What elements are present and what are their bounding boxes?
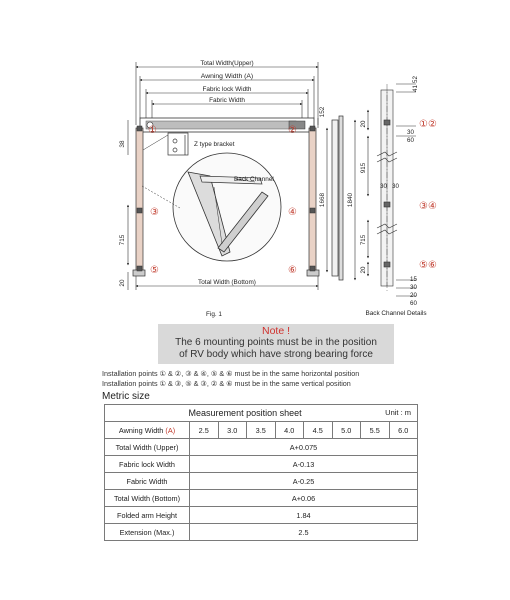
awning-width-value: 2.5 <box>190 422 219 439</box>
point-2: ② <box>288 125 297 136</box>
z-bracket-detail <box>143 133 188 155</box>
sheet-title-cell <box>105 405 418 422</box>
row-label: Fabric lock Width <box>105 456 190 473</box>
label-total-width-upper: Total Width(Upper) <box>200 60 254 67</box>
detail-points-5-6: ⑤⑥ <box>419 260 437 271</box>
detail-dim-15: 15 <box>410 276 417 283</box>
measurement-position-sheet <box>104 404 418 541</box>
row-value: A-0.13 <box>190 456 418 473</box>
detail-points-3-4: ③④ <box>419 201 437 212</box>
point-5: ⑤ <box>150 265 159 276</box>
table-row <box>105 456 418 473</box>
detail-dim-30-bottom: 30 <box>410 284 417 291</box>
label-dim-1840: 1840 <box>347 192 354 208</box>
awning-width-label-cell <box>105 422 190 439</box>
awning-width-value: 3.0 <box>218 422 247 439</box>
table-row <box>105 473 418 490</box>
detail-dim-20-top: 20 <box>360 120 367 128</box>
note-title: Note ! <box>261 325 290 337</box>
back-channel-details-caption: Back Channel Details <box>365 310 427 317</box>
metric-size-title: Metric size <box>102 391 150 402</box>
row-value: 1.84 <box>190 507 418 524</box>
point-3: ③ <box>150 207 159 218</box>
detail-dim-60-bottom: 60 <box>410 300 417 307</box>
point-1: ① <box>148 125 157 136</box>
sheet-header-row <box>105 405 418 422</box>
label-dim-20: 20 <box>119 279 126 287</box>
awning-width-row <box>105 422 418 439</box>
awning-width-value: 4.5 <box>304 422 333 439</box>
awning-width-value: 3.5 <box>247 422 276 439</box>
detail-dim-60: 60 <box>407 137 414 144</box>
row-label: Folded arm Height <box>105 507 190 524</box>
detail-dim-915: 915 <box>360 162 367 174</box>
detail-dim-41: 41 <box>412 85 419 92</box>
callout-z-bracket: Z type bracket <box>194 141 235 148</box>
table-row <box>105 524 418 541</box>
row-label: Total Width (Bottom) <box>105 490 190 507</box>
label-dim-38: 38 <box>119 140 126 148</box>
sheet-unit: Unit : m <box>385 408 411 417</box>
label-fabric-width: Fabric Width <box>209 97 245 104</box>
row-label: Extension (Max.) <box>105 524 190 541</box>
label-dim-715: 715 <box>119 234 126 246</box>
detail-dim-mid-30b: 30 <box>392 183 399 190</box>
row-value: A+0.06 <box>190 490 418 507</box>
row-label: Fabric Width <box>105 473 190 490</box>
awning-width-label-a: (A) <box>165 425 176 435</box>
fig-label: Fig. 1 <box>206 311 222 318</box>
row-label: Total Width (Upper) <box>105 439 190 456</box>
note-line-2: of RV body which have strong bearing force <box>179 349 373 360</box>
detail-dim-715: 715 <box>360 234 367 246</box>
row-value: 2.5 <box>190 524 418 541</box>
installation-horizontal-rule: Installation points ① & ②, ③ & ④, ⑤ & ⑥ must be in the same horizontal position <box>102 369 360 378</box>
awning-width-label: Awning Width <box>118 425 166 435</box>
back-channel-detail-circle <box>142 153 281 261</box>
detail-dim-mid-30a: 30 <box>380 183 387 190</box>
awning-width-value: 4.0 <box>275 422 304 439</box>
back-channel-side-detail <box>360 76 437 317</box>
point-6: ⑥ <box>288 265 297 276</box>
note-line-1: The 6 mounting points must be in the position <box>175 337 377 348</box>
label-total-width-bottom: Total Width (Bottom) <box>198 279 256 286</box>
table-row <box>105 507 418 524</box>
label-awning-width: Awning Width (A) <box>200 73 254 80</box>
label-fabric-lock-width: Fabric lock Width <box>202 86 252 93</box>
detail-dim-20-bottom: 20 <box>360 266 367 274</box>
label-dim-1668: 1668 <box>319 192 326 208</box>
detail-dim-20-bottom2: 20 <box>410 292 417 299</box>
installation-vertical-rule: Installation points ① & ③, ⑤ & ③, ② & ⑥ must be in the same vertical position <box>102 379 351 388</box>
awning-width-value: 6.0 <box>389 422 418 439</box>
table-row <box>105 490 418 507</box>
awning-width-value: 5.0 <box>332 422 361 439</box>
label-dim-152: 152 <box>319 106 326 118</box>
awning-width-value: 5.5 <box>361 422 390 439</box>
row-value: A-0.25 <box>190 473 418 490</box>
detail-dim-30: 30 <box>407 129 414 136</box>
point-4: ④ <box>288 207 297 218</box>
detail-dim-52: 52 <box>412 76 419 83</box>
table-row <box>105 439 418 456</box>
sheet-title: Measurement position sheet <box>188 408 302 418</box>
callout-back-channel: Back Channel <box>234 176 274 183</box>
detail-points-1-2: ①② <box>419 119 437 130</box>
row-value: A+0.075 <box>190 439 418 456</box>
note-box <box>158 324 394 364</box>
